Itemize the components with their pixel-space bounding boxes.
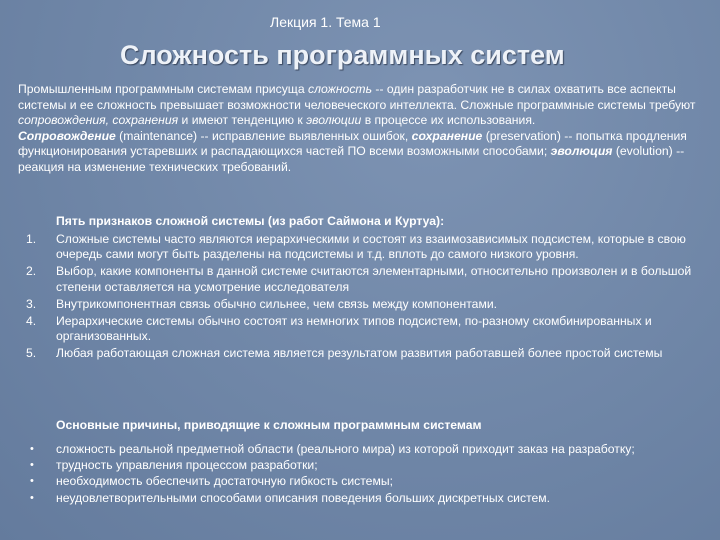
definition-maintenance-term: Сопровождение	[18, 128, 116, 143]
intro-text	[18, 82, 708, 176]
intro-text-run: (evolution) -- реакция на изменение технических требований.	[18, 144, 685, 174]
intro-paragraph-complexity	[18, 82, 708, 129]
intro-text-run: (preservation) -- попытка продления функционирования устаревших и распадающихся частей ПО всеми возможными способами;	[18, 128, 687, 159]
signs-list-item	[18, 264, 708, 294]
term-maintenance-preservation: сопровождения, сохранения	[18, 113, 179, 128]
causes-list	[18, 442, 708, 507]
causes-list-item	[18, 442, 708, 457]
lecture-header: Лекция 1. Тема 1	[270, 14, 381, 30]
definition-evolution-term: эволюция	[550, 144, 613, 159]
term-complexity: сложность	[307, 82, 372, 96]
intro-text-run: и имеют тенденцию к	[178, 113, 307, 128]
item-text: сложность реальной предметной области (реального мира) из которой приходит заказ на разработку;	[56, 442, 635, 456]
term-evolution: эволюции	[306, 113, 362, 128]
causes-heading: Основные причины, приводящие к сложным программным системам	[56, 418, 482, 432]
item-number: 1.	[26, 232, 37, 246]
intro-text-run: -- один разработчик не в силах охватить все аспекты системы и ее сложность превышает возможности человеческого интеллекта. Сложные программные системы требуют	[18, 82, 696, 112]
bullet-icon: •	[30, 491, 34, 504]
item-text: Сложные системы часто являются иерархическими и состоят из взаимозависимых подсистем, которые в свою очередь сами могут быть разделены на подсистемы и т.д. вплоть до самого низкого уровня.	[56, 232, 686, 262]
intro-paragraph-definitions	[18, 129, 708, 176]
signs-heading: Пять признаков сложной системы (из работ Саймона и Куртуа):	[56, 214, 445, 228]
slide-title: Сложность программных систем	[120, 40, 565, 70]
bullet-icon: •	[30, 459, 34, 472]
item-text: Любая работающая сложная система является результатом развития работавшей более простой системы	[56, 346, 663, 361]
signs-list-item	[18, 346, 708, 361]
intro-text-run: в процессе их использования.	[361, 113, 536, 128]
item-text: трудность управления процессом разработки;	[56, 458, 318, 473]
item-number: 2.	[26, 264, 37, 279]
definition-preservation-term: сохранение	[411, 128, 483, 143]
bullet-icon: •	[30, 475, 34, 488]
intro-text-run: Промышленным программным системам присуща	[18, 82, 308, 96]
signs-list-item	[18, 232, 708, 262]
signs-list	[18, 232, 708, 364]
item-number: 3.	[26, 296, 37, 311]
causes-list-item	[18, 491, 708, 506]
item-text: Иерархические системы обычно состоят из немногих типов подсистем, по-разному скомбинированных и организованных.	[56, 314, 652, 344]
signs-list-item	[18, 314, 708, 344]
item-number: 4.	[26, 314, 37, 329]
item-text: необходимость обеспечить достаточную гибкость системы;	[56, 474, 393, 489]
causes-list-item	[18, 474, 708, 489]
causes-list-item	[18, 458, 708, 473]
item-text: Выбор, какие компоненты в данной системе считаются элементарными, относительно произволен и в большой степени оставляется на усмотрение исследователя	[56, 264, 692, 294]
bullet-icon: •	[30, 443, 34, 455]
item-text: неудовлетворительными способами описания поведения больших дискретных систем.	[56, 490, 551, 505]
item-number: 5.	[26, 346, 37, 361]
signs-list-item	[18, 297, 708, 312]
intro-text-run: (maintenance) -- исправление выявленных ошибок,	[115, 128, 412, 143]
item-text: Внутрикомпонентная связь обычно сильнее, чем связь между компонентами.	[56, 296, 498, 311]
